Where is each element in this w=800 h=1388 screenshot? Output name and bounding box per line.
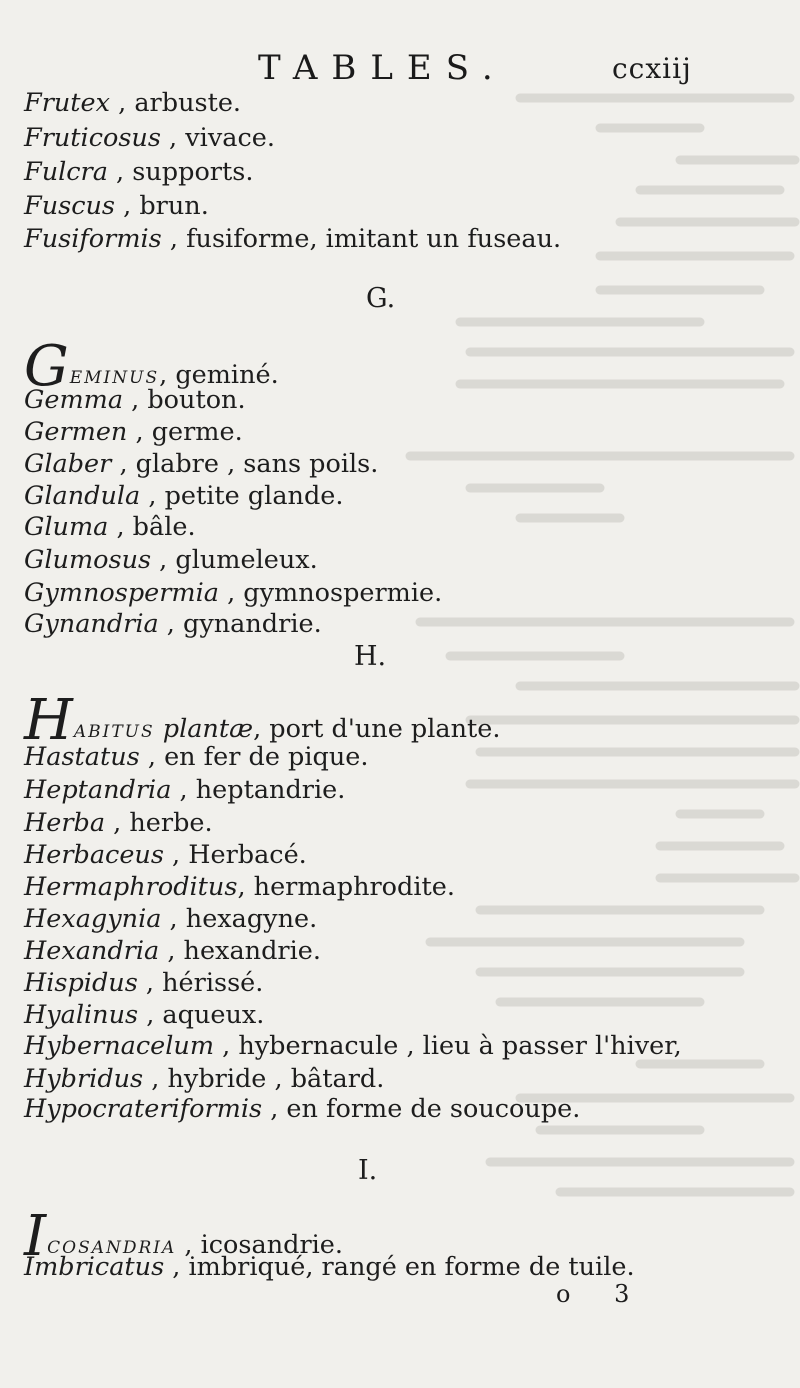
section-lead-entry (24, 688, 501, 753)
glossary-entry: Hypocrateriformis , en forme de soucoupe. (24, 1094, 581, 1124)
running-title: TABLES. (258, 48, 507, 88)
french-gloss: hermaphrodite. (253, 872, 455, 902)
french-gloss: imbriqué, rangé en forme de tuile. (188, 1252, 635, 1282)
glossary-entry: Gynandria , gynandrie. (24, 609, 322, 639)
french-gloss: hérissé. (162, 968, 264, 998)
french-gloss: hybernacule , lieu à passer l'hiver, (238, 1031, 682, 1061)
latin-term: Hyalinus (24, 1000, 139, 1030)
latin-term-tail: plantæ (154, 714, 254, 744)
section-letter-g: G. (366, 283, 396, 314)
latin-term: COSANDRIA (47, 1238, 177, 1258)
glossary-entry: Hexandria , hexandrie. (24, 936, 321, 966)
page-number: ccxiij (612, 52, 692, 85)
glossary-entry: Hispidus , hérissé. (24, 968, 264, 998)
latin-term: ABITUS (73, 722, 155, 742)
french-gloss: arbuste. (134, 88, 242, 118)
section-letter-h: H. (354, 641, 387, 672)
glossary-entry: Hermaphroditus, hermaphrodite. (24, 872, 455, 902)
glossary-entry: Glumosus , glumeleux. (24, 545, 318, 575)
drop-initial: I (24, 1204, 47, 1269)
glossary-entry: Gluma , bâle. (24, 512, 196, 542)
glossary-entry: Herbaceus , Herbacé. (24, 840, 307, 870)
french-gloss: glumeleux. (175, 545, 318, 575)
latin-term: EMINUS (69, 368, 160, 388)
glossary-entry: Hexagynia , hexagyne. (24, 904, 318, 934)
latin-term: Herbaceus (24, 840, 164, 870)
glossary-entry: Fruticosus , vivace. (24, 123, 275, 153)
glossary-entry: Imbricatus , imbriqué, rangé en forme de tuile. (24, 1252, 635, 1282)
french-gloss: brun. (139, 191, 209, 221)
french-gloss: , geminé. (159, 360, 279, 390)
latin-term: Hermaphroditus (24, 872, 238, 902)
french-gloss: en fer de pique. (164, 742, 369, 772)
latin-term: Heptandria (24, 775, 172, 805)
glossary-entry: Frutex , arbuste. (24, 88, 242, 118)
french-gloss: bouton. (147, 385, 246, 415)
glossary-entry: Glaber , glabre , sans poils. (24, 449, 379, 479)
latin-term: Glaber (24, 449, 112, 479)
glossary-entry: Fusiformis , fusiforme, imitant un fuseau. (24, 224, 562, 254)
latin-term: Hybernacelum (24, 1031, 215, 1061)
latin-term: Gynandria (24, 609, 159, 639)
latin-term: Glumosus (24, 545, 152, 575)
latin-term: Imbricatus (24, 1252, 165, 1282)
latin-term: Herba (24, 808, 106, 838)
latin-term: Hastatus (24, 742, 140, 772)
french-gloss: hexagyne. (185, 904, 318, 934)
latin-term: Hispidus (24, 968, 138, 998)
section-letter-i: I. (358, 1155, 378, 1186)
glossary-entry: Fuscus , brun. (24, 191, 209, 221)
glossary-entry: Hybernacelum , hybernacule , lieu à passer l'hiver, (24, 1031, 682, 1061)
latin-term: Fulcra (24, 157, 108, 187)
glossary-entry: Gemma , bouton. (24, 385, 246, 415)
glossary-entry: Gymnospermia , gymnospermie. (24, 578, 443, 608)
glossary-entry: Hastatus , en fer de pique. (24, 742, 369, 772)
french-gloss: gynandrie. (183, 609, 322, 639)
french-gloss: aqueux. (162, 1000, 265, 1030)
french-gloss: supports. (132, 157, 254, 187)
latin-term: Fuscus (24, 191, 115, 221)
latin-term: Hexagynia (24, 904, 162, 934)
french-gloss: hexandrie. (183, 936, 321, 966)
signature-mark: o 3 (556, 1280, 648, 1308)
french-gloss: Herbacé. (188, 840, 307, 870)
french-gloss: , port d'une plante. (253, 714, 501, 744)
french-gloss: , icosandrie. (176, 1230, 343, 1260)
french-gloss: petite glande. (164, 481, 344, 511)
latin-term: Glandula (24, 481, 141, 511)
glossary-entry: Germen , germe. (24, 417, 243, 447)
glossary-entry: Heptandria , heptandrie. (24, 775, 346, 805)
french-gloss: fusiforme, imitant un fuseau. (186, 224, 562, 254)
french-gloss: en forme de soucoupe. (286, 1094, 581, 1124)
latin-term: Gluma (24, 512, 109, 542)
latin-term: Hexandria (24, 936, 160, 966)
latin-term: Hybridus (24, 1064, 144, 1094)
french-gloss: vivace. (185, 123, 275, 153)
latin-term: Frutex (24, 88, 111, 118)
glossary-entry: Glandula , petite glande. (24, 481, 344, 511)
glossary-entry: Hybridus , hybride , bâtard. (24, 1064, 385, 1094)
latin-term: Hypocrateriformis (24, 1094, 263, 1124)
glossary-entry: Fulcra , supports. (24, 157, 254, 187)
latin-term: Gemma (24, 385, 124, 415)
french-gloss: germe. (151, 417, 243, 447)
french-gloss: hybride , bâtard. (167, 1064, 385, 1094)
french-gloss: glabre , sans poils. (135, 449, 379, 479)
glossary-entry: Hyalinus , aqueux. (24, 1000, 265, 1030)
french-gloss: gymnospermie. (243, 578, 443, 608)
latin-term: Germen (24, 417, 128, 447)
latin-term: Fusiformis (24, 224, 162, 254)
french-gloss: heptandrie. (195, 775, 346, 805)
glossary-entry: Herba , herbe. (24, 808, 213, 838)
drop-initial: H (24, 688, 73, 753)
drop-initial: G (24, 334, 69, 399)
french-gloss: bâle. (132, 512, 196, 542)
latin-term: Gymnospermia (24, 578, 219, 608)
latin-term: Fruticosus (24, 123, 161, 153)
french-gloss: herbe. (129, 808, 213, 838)
